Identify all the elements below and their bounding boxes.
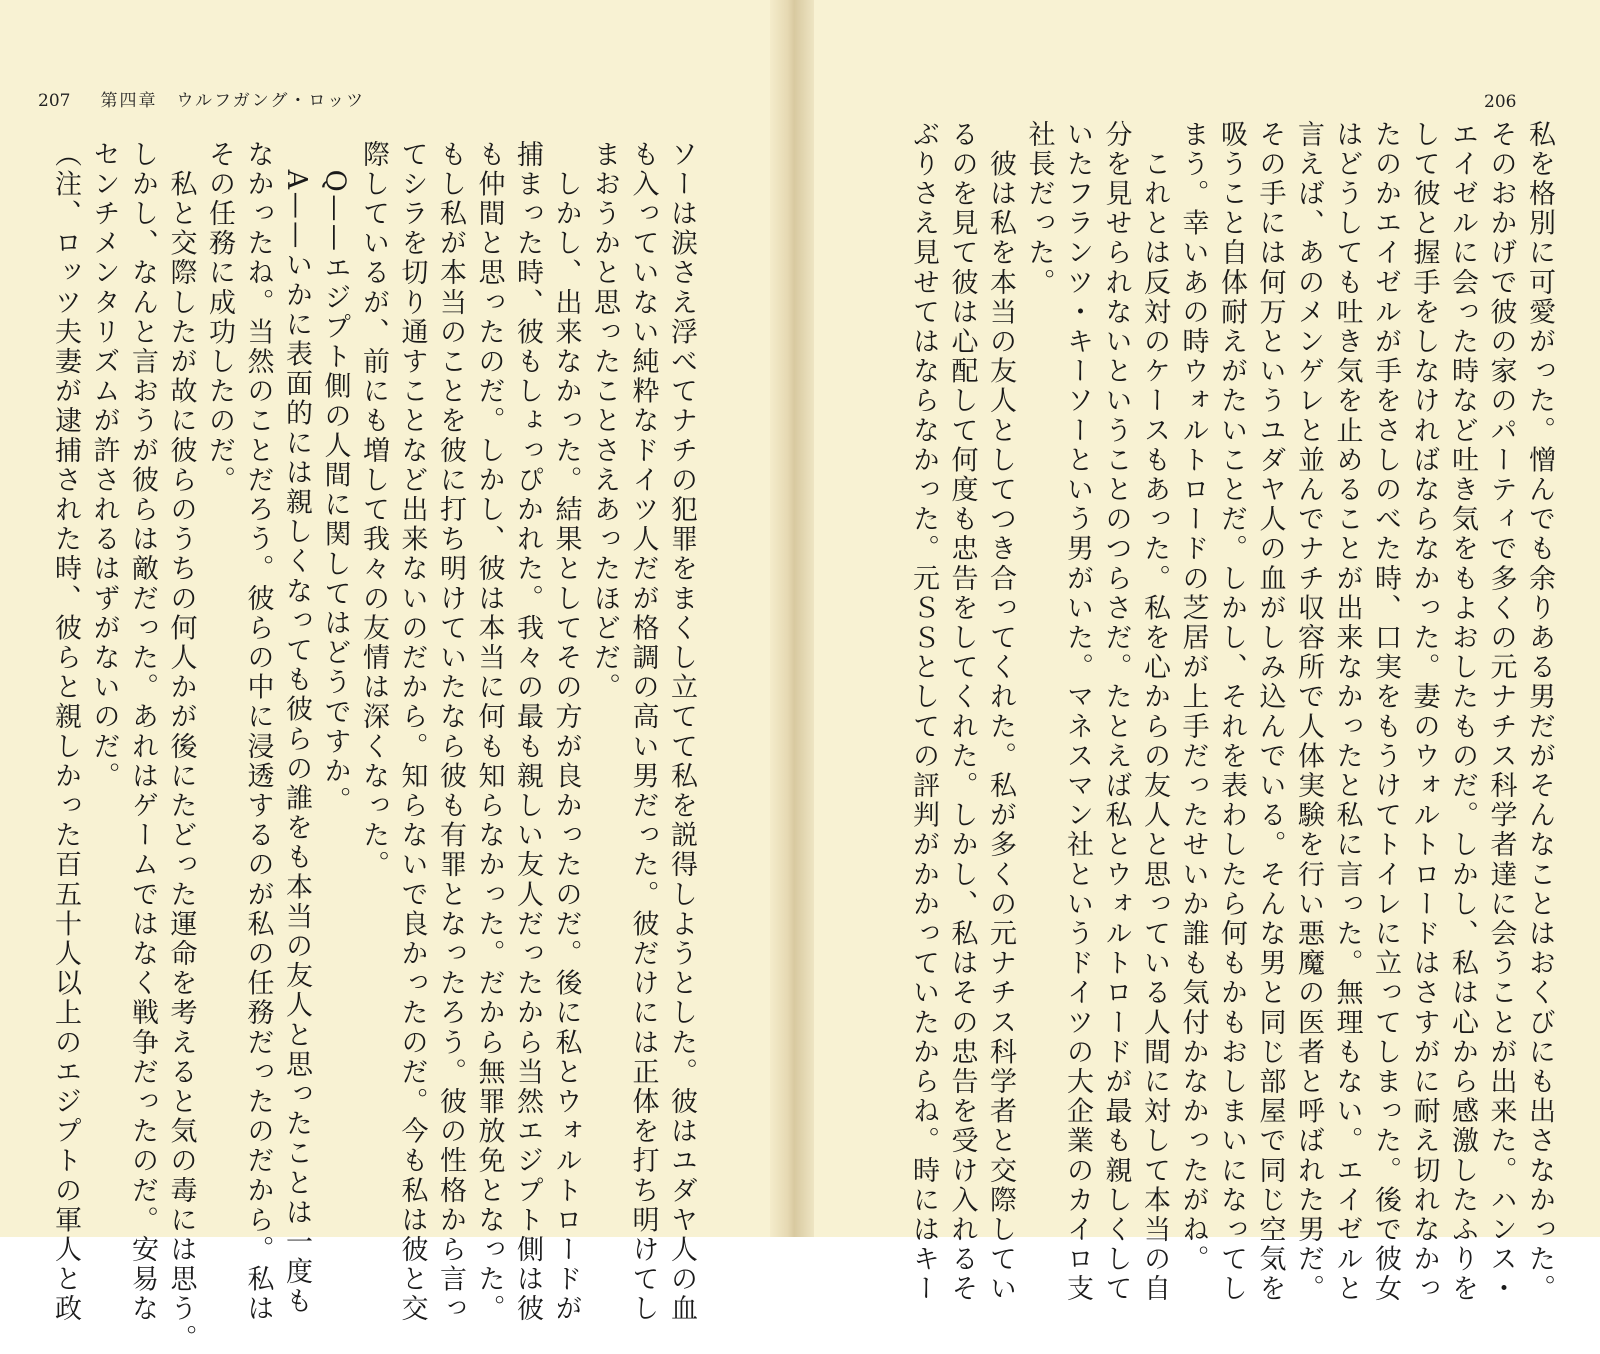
text-line: まおうかと思ったことさえあったほどだ。 — [589, 140, 620, 703]
text-line: 私と交際したが故に彼らのうちの何人かが後にたどった運命を考えると気の毒には思う。 — [165, 140, 197, 1354]
left-page-header — [38, 86, 365, 111]
text-line: なかったね。当然のことだろう。彼らの中に浸透するのが私の任務だったのだから。私は — [242, 140, 274, 1324]
text-line: （注、ロッツ夫妻が逮捕された時、彼らと親しかった百五十人以上のエジプトの軍人と政 — [50, 140, 81, 1324]
text-line: センチメンタリズムが許されるはずがないのだ。 — [88, 140, 120, 792]
text-line: そのおかげで彼の家のパーティで多くの元ナチス科学者達に会うことが出来た。ハンス・ — [1485, 120, 1517, 1304]
chapter-title: 第四章 ウルフガング・ロッツ — [100, 91, 366, 111]
text-line: エイゼルに会った時など吐き気をもよおしたものだ。しかし、私は心から感激したふりを — [1447, 120, 1478, 1304]
right-page — [814, 0, 1600, 1304]
text-line: るのを見て彼は心配して何度も忠告をしてくれた。しかし、私はその忠告を受け入れるそ — [946, 120, 978, 1304]
text-line: たのかエイゼルが手をさしのべた時、口実をもうけてトイレに立ってしまった。後で彼女 — [1370, 120, 1401, 1304]
text-line: しかし、出来なかった。結果としてその方が良かったのだ。後に私とウォルトロードが — [550, 140, 582, 1324]
text-line: 彼は私を本当の友人としてつき合ってくれた。私が多くの元ナチス科学者と交際してい — [985, 120, 1016, 1304]
text-line: 社長だった。 — [1023, 120, 1055, 298]
text-line: いたフランツ・キーソーという男がいた。マネスマン社というドイツの大企業のカイロ支 — [1062, 120, 1093, 1304]
text-line: も仲間と思ったのだ。しかし、彼は本当に何も知らなかった。だから無罪放免となった。 — [473, 140, 505, 1324]
text-line: その任務に成功したのだ。 — [204, 140, 235, 496]
text-line: ソーは涙さえ浮べてナチの犯罪をまくし立てて私を説得しようとした。彼はユダヤ人の血 — [666, 140, 697, 1324]
text-line: ぶりさえ見せてはならなかった。元ＳＳとしての評判がかかっていたからね。時にはキー — [908, 120, 939, 1304]
text-line: Q——エジプト側の人間に関してはどうですか。 — [319, 140, 351, 816]
text-line: まう。幸いあの時ウォルトロードの芝居が上手だったせいか誰も気付かなかったがね。 — [1177, 120, 1209, 1275]
text-line: その手には何万というユダヤ人の血がしみ込んでいる。そんな男と同じ部屋で同じ空気を — [1254, 120, 1286, 1304]
text-line: 捕まった時、彼もしょっぴかれた。我々の最も親しい友人だったから当然エジプト側は彼 — [512, 140, 543, 1324]
text-line: これとは反対のケースもあった。私を心からの友人と思っている人間に対して本当の自 — [1139, 120, 1170, 1304]
text-line: 私を格別に可愛がった。憎んでも余りある男だがそんなことはおくびにも出さなかった。 — [1524, 120, 1555, 1304]
text-line: も入っていない純粋なドイツ人だが格調の高い男だった。彼だけには正体を打ち明けてし — [627, 140, 659, 1324]
text-line: もし私が本当のことを彼に打ち明けていたなら彼も有罪となったろう。彼の性格から言っ — [435, 140, 466, 1324]
text-line: はどうしても吐き気を止めることが出来なかったと私に言った。無理もない。エイゼルと — [1331, 120, 1363, 1304]
text-line: A——いかに表面的には親しくなっても彼らの誰をも本当の友人と思ったことは一度も — [281, 140, 312, 1317]
left-page — [0, 0, 780, 1354]
text-line: 吸うこと自体耐えがたいことだ。しかし、それを表わしたら何もかもおしまいになってし — [1216, 120, 1247, 1304]
text-line: 言えば、あのメンゲレと並んでナチ収容所で人体実験を行い悪魔の医者と呼ばれた男だ。 — [1293, 120, 1324, 1304]
text-line: しかし、なんと言おうが彼らは敵だった。あれはゲームではなく戦争だったのだ。安易な — [127, 140, 158, 1324]
book-gutter — [770, 0, 814, 1237]
left-page-body-text — [46, 140, 701, 1354]
right-page-body-text — [904, 120, 1559, 1304]
text-line: 際しているが、前にも増して我々の友情は深くなった。 — [358, 140, 389, 880]
page-number: 206 — [1484, 92, 1517, 112]
text-line: して彼と握手をしなければならなかった。妻のウォルトロードはさすがに耐え切れなかっ — [1408, 120, 1440, 1304]
page-number: 207 — [38, 91, 71, 111]
text-line: 分を見せられないということのつらさだ。たとえば私とウォルトロードが最も親しくして — [1100, 120, 1132, 1304]
text-line: てシラを切り通すことなど出来ないのだから。知らないで良かったのだ。今も私は彼と交 — [396, 140, 428, 1324]
